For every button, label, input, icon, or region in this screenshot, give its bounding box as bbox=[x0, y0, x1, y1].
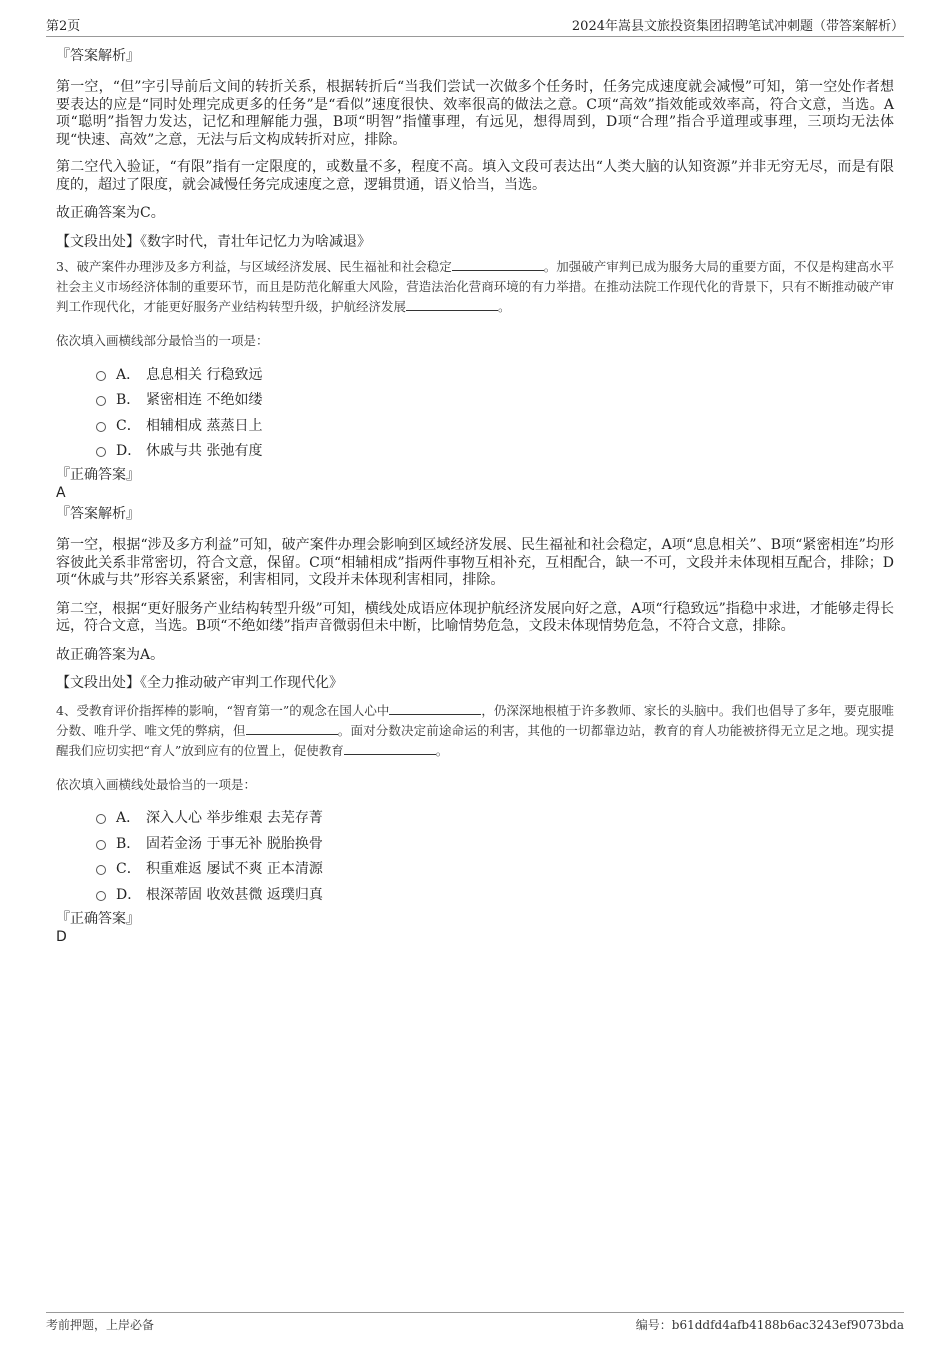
q4-answer: D bbox=[56, 928, 67, 945]
q3-source: 【文段出处】《全力推动破产审判工作现代化》 bbox=[56, 675, 343, 691]
q2-conclusion: 故正确答案为C。 bbox=[56, 205, 165, 221]
radio-icon[interactable] bbox=[96, 396, 106, 406]
radio-icon[interactable] bbox=[96, 422, 106, 432]
q3-options bbox=[56, 361, 894, 463]
q4-option-a[interactable] bbox=[56, 805, 894, 831]
option-letter: B． bbox=[116, 835, 141, 852]
q4-stem bbox=[56, 701, 894, 761]
option-letter: C． bbox=[116, 417, 141, 434]
q3-answer: A bbox=[56, 485, 66, 501]
option-letter: C． bbox=[116, 861, 141, 878]
q4-option-b[interactable] bbox=[56, 830, 894, 856]
option-letter: D． bbox=[116, 443, 142, 460]
q3-option-d[interactable] bbox=[56, 438, 894, 464]
q4-stem-part3: 。面对分数决定前途命运的利害，其他的一切都靠边站，教育的育人功能被挤得无立足之地。现实提醒我们应切实把“育人”放到应有的位置上，促使教育 bbox=[56, 722, 894, 758]
q2-source: 【文段出处】《数字时代，青壮年记忆力为啥减退》 bbox=[56, 233, 371, 250]
q4-prompt: 依次填入画横线处最恰当的一项是： bbox=[56, 776, 257, 792]
page-header bbox=[46, 12, 904, 37]
option-text: 休戚与共 张弛有度 bbox=[146, 443, 263, 460]
option-letter: D． bbox=[116, 886, 142, 903]
q3-stem-part1: 3、破产案件办理涉及多方利益，与区域经济发展、民生福祉和社会稳定 bbox=[56, 259, 452, 274]
q4-blank-3 bbox=[344, 742, 436, 755]
q2-analysis-label: 『答案解析』 bbox=[56, 48, 140, 64]
q3-analysis-p1: 第一空，根据“涉及多方利益”可知，破产案件办理会影响到区域经济发展、民生福祉和社会稳定，A项“息息相关”、B项“紧密相连”均形容彼此关系非常密切，符合文意，保留。C项“相辅相成”指两件事物互相补充，互相配合，缺一不可，文段并未体现相互配合，排除；D项“休戚与共”形容关系紧密，利害相同，文段并未体现利害相同，排除。 bbox=[56, 537, 894, 588]
q3-answer-label: 『正确答案』 bbox=[56, 467, 140, 483]
q4-answer-label: 『正确答案』 bbox=[56, 910, 140, 927]
radio-icon[interactable] bbox=[96, 840, 106, 850]
option-text: 固若金汤 于事无补 脱胎换骨 bbox=[146, 835, 323, 852]
option-text: 根深蒂固 收效甚微 返璞归真 bbox=[146, 886, 323, 903]
option-letter: B． bbox=[116, 392, 141, 409]
q3-stem-part2: 。加强破产审判已成为服务大局的重要方面，不仅是构建高水平社会主义市场经济体制的重要环节，而且是防范化解重大风险，营造法治化营商环境的有力举措。在推动法院工作现代化的背景下，只有不断推动破产审判工作现代化，才能更好服务产业结构转型升级，护航经济发展 bbox=[56, 259, 894, 314]
q4-stem-part4: 。 bbox=[435, 742, 449, 758]
q3-analysis-label: 『答案解析』 bbox=[56, 506, 140, 522]
page-footer bbox=[46, 1312, 904, 1333]
option-letter: A． bbox=[116, 366, 141, 383]
q3-blank-1 bbox=[452, 258, 544, 271]
q4-blank-2 bbox=[246, 722, 338, 735]
radio-icon[interactable] bbox=[96, 891, 106, 901]
footer-serial: 编号：b61ddfd4afb4188b6ac3243ef9073bda bbox=[635, 1318, 904, 1332]
option-text: 深入人心 举步维艰 去芜存菁 bbox=[146, 810, 323, 827]
radio-icon[interactable] bbox=[96, 865, 106, 875]
q3-option-a[interactable] bbox=[56, 361, 894, 387]
q2-analysis-p2: 第二空代入验证，“有限”指有一定限度的，或数量不多，程度不高。填入文段可表达出“人类大脑的认知资源”并非无穷无尽，而是有限度的，超过了限度，就会减慢任务完成速度之意，逻辑贯通，语义恰当，当选。 bbox=[56, 159, 894, 193]
q3-blank-2 bbox=[406, 298, 498, 311]
option-text: 相辅相成 蒸蒸日上 bbox=[146, 417, 263, 434]
q3-analysis-p2: 第二空，根据“更好服务产业结构转型升级”可知，横线处成语应体现护航经济发展向好之意，A项“行稳致远”指稳中求进，才能够走得长远，符合文意，当选。B项“不绝如缕”指声音微弱但未中断，比喻情势危急，文段未体现情势危急，不符合文意，排除。 bbox=[56, 600, 894, 634]
option-letter: A． bbox=[116, 810, 141, 827]
q4-stem-part1: 4、受教育评价指挥棒的影响，“智育第一”的观念在国人心中 bbox=[56, 702, 390, 718]
q3-option-c[interactable] bbox=[56, 412, 894, 438]
radio-icon[interactable] bbox=[96, 814, 106, 824]
q4-option-d[interactable] bbox=[56, 881, 894, 907]
q2-analysis-p1: 第一空，“但”字引导前后文间的转折关系，根据转折后“当我们尝试一次做多个任务时，任务完成速度就会减慢”可知，第一空处作者想要表达的应是“同时处理完成更多的任务”是“看似”速度很快、效率很高的做法之意。C项“高效”指效能或效率高，符合文意，当选。A项“聪明”指智力发达，记忆和理解能力强，B项“明智”指懂事理，有远见，想得周到，D项“合理”指合乎道理或事理，三项均无法体现“快速、高效”之意，无法与后文构成转折对应，排除。 bbox=[56, 79, 894, 148]
option-text: 紧密相连 不绝如缕 bbox=[146, 392, 263, 409]
q4-stem-part2: ，仍深深地根植于许多教师、家长的头脑中。我们也倡导了多年，要克服唯分数、唯升学、唯文凭的弊病，但 bbox=[56, 702, 894, 738]
page-content bbox=[56, 46, 894, 946]
q4-blank-1 bbox=[389, 702, 481, 715]
radio-icon[interactable] bbox=[96, 447, 106, 457]
q3-prompt: 依次填入画横线部分最恰当的一项是： bbox=[56, 333, 269, 348]
q4-option-c[interactable] bbox=[56, 856, 894, 882]
q3-conclusion: 故正确答案为A。 bbox=[56, 646, 165, 663]
q3-stem-part3: 。 bbox=[498, 299, 511, 314]
footer-slogan: 考前押题，上岸必备 bbox=[46, 1318, 155, 1332]
option-text: 息息相关 行稳致远 bbox=[146, 366, 263, 383]
document-title: 2024年嵩县文旅投资集团招聘笔试冲刺题（带答案解析） bbox=[571, 19, 904, 34]
q3-option-b[interactable] bbox=[56, 387, 894, 413]
q3-stem bbox=[56, 257, 894, 317]
q4-options bbox=[56, 805, 894, 907]
option-text: 积重难返 屡试不爽 正本清源 bbox=[146, 861, 323, 878]
radio-icon[interactable] bbox=[96, 371, 106, 381]
page-number: 第2页 bbox=[46, 19, 81, 34]
